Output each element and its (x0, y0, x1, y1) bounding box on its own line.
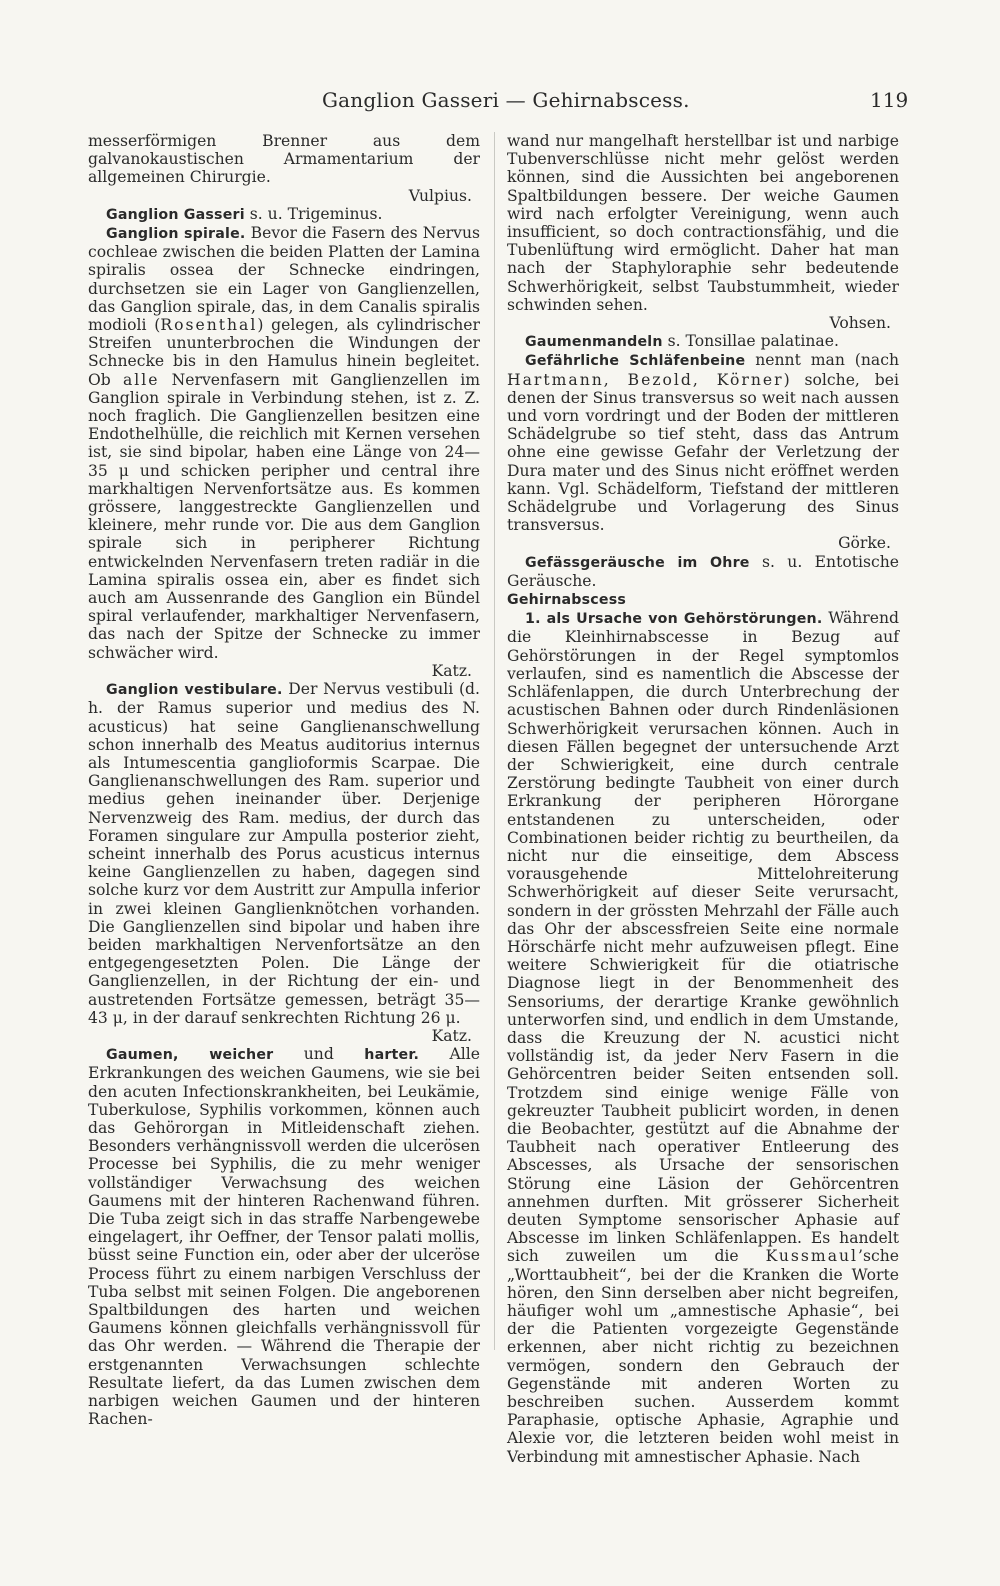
entry-text: ’sche „Worttaubheit“, bei der die Kranken die Worte hören, den Sinn derselben aber nicht begreifen, häufiger wohl um „amnestische Aphasie“, bei der die Patienten vorgezeigte Gegenstände erkennen, aber nicht richtig zu bezeichnen vermögen, sondern den Gebrauch der Gegenstände mit anderen Worten zu beschreiben suchen. Ausserdem kommt Paraphasie, optische Aphasie, Agraphie und Alexie vor, die letzteren beiden wohl meist in Verbindung mit amnestischer Aphasie. Nach (507, 1247, 899, 1466)
entry-text: Der Nervus vestibuli (d. h. der Ramus superior und medius des N. acusticus) hat seine Ganglienanschwellung schon innerhalb des Meatus auditorius internus als Intumescentia ganglioformis Scarpae. Die Ganglienanschwellungen des Ram. superior und medius gehen ineinander über. Derjenige Nervenzweig des Ram. medius, der durch das Foramen singulare zur Ampulla posterior zieht, scheint innerhalb des Porus acusticus internus keine Ganglienzellen zu haben, dagegen sind solche kurz vor dem Austritt zur Ampulla inferior in zwei kleinen Ganglienknötchen vorhanden. Die Ganglienzellen sind bipolar und haben ihre beiden markhaltigen Nervenfortsätze an den entgegengesetzten Polen. Die Länge der Ganglienzellen, in der Richtung der ein- und austretenden Fortsätze gemessen, beträgt 35—43 μ, in der darauf senkrechten Richtung 26 μ. (88, 680, 480, 1027)
entry-ganglion-gasseri (88, 205, 480, 224)
entry-headword: Gaumenmandeln (525, 334, 663, 351)
running-head: Ganglion Gasseri — Gehirnabscess. (322, 88, 690, 112)
entry-gefaessgeraeusche (507, 553, 899, 590)
entry-headword: Gefährliche Schläfenbeine (525, 353, 746, 370)
entry-gefaehrliche-schlaefenbeine (507, 351, 899, 534)
author-signature: Vohsen. (829, 314, 891, 333)
entry-headword: Gaumen, weicher (106, 1047, 274, 1064)
spaced-name: Hartmann, Bezold, Körner (507, 370, 784, 389)
entry-headword: harter. (364, 1047, 420, 1064)
page-number: 119 (870, 88, 909, 112)
entry-text: Bevor die Fasern des Nervus cochleae zwischen die beiden Platten der Lamina spiralis ossea der Schnecke eindringen, durchsetzen sie ein Lager von Ganglienzellen, das Ganglion spirale, das, in dem Canalis spiralis modioli ( (88, 224, 480, 335)
entry-text: nennt man (nach (745, 351, 899, 370)
entry-gaumenmandeln (507, 332, 899, 351)
author-signature: Katz. (431, 661, 472, 680)
right-column (507, 132, 899, 1466)
entry-headword: Ganglion vestibulare. (106, 682, 283, 699)
entry-ganglion-spirale (88, 224, 480, 662)
author-signature: Görke. (838, 534, 891, 553)
entry-headword: Gehirnabscess (507, 592, 627, 609)
entry-text: s. u. Entotische Geräusche. (507, 552, 900, 590)
entry-gehirnabscess (507, 590, 899, 609)
spaced-word: alle (122, 370, 160, 389)
author-signature: Katz. (431, 1026, 472, 1045)
spaced-name: Kussmaul (765, 1247, 859, 1266)
spaced-name: Rosenthal (160, 316, 258, 335)
continued-paragraph: wand nur mangelhaft herstellbar ist und narbige Tubenverschlüsse nicht mehr gelöst werden können, sind die Aussichten bei angeborenen Spaltbildungen bessere. Der weiche Gaumen wird nach erfolgter Vereinigung, wenn auch insufficient, so doch contractionsfähig, und die Tubenlüftung wird ermöglicht. Daher hat man nach der Staphyloraphie sehr bedeutende Schwerhörigkeit, selbst Taubstummheit, wieder schwinden sehen. (507, 132, 899, 314)
entry-headword: Ganglion spirale. (106, 226, 246, 243)
page-header (0, 88, 1000, 118)
entry-text: ) gelegen, als cylindrischer Streifen ununterbrochen die Windungen der Schnecke bis in den Hamulus hinein begleitet. Ob (88, 316, 480, 389)
entry-text: Nervenfasern mit Ganglienzellen im Ganglion spirale in Verbindung stehen, ist z. Z. noch fraglich. Die Ganglienzellen besitzen eine Endothelhülle, die reichlich mit Kernen versehen ist, sie sind bipolar, haben eine Länge von 24—35 μ und schicken peripher und central ihre markhaltigen Nervenfortsätze aus. Es kommen grössere, langgestreckte Ganglienzellen und kleinere, mehr runde vor. Die aus dem Ganglion spirale sich in peripherer Richtung entwickelnden Nervenfasern treten radiär in die Lamina spiralis ossea ein, aber es findet sich auch am Aussenrande des Ganglion ein Bündel spiral verlaufender, markhaltiger Nervenfasern, das nach der Spitze der Schnecke zu immer schwächer wird. (88, 370, 480, 662)
entry-headword: Ganglion Gasseri (106, 206, 245, 223)
entry-gaumen (88, 1045, 480, 1428)
entry-text: und (273, 1045, 365, 1064)
entry-text: s. Tonsillae palatinae. (662, 332, 839, 351)
subentry-headword: 1. als Ursache von Gehörstörungen. (525, 611, 823, 628)
author-signature: Vulpius. (408, 186, 472, 205)
entry-ganglion-vestibulare (88, 680, 480, 1027)
entry-text: s. u. Trigeminus. (244, 204, 383, 223)
continued-paragraph: messerförmigen Brenner aus dem galvanokaustischen Armamentarium der allgemeinen Chirurgie. (88, 132, 480, 187)
entry-text: ) solche, bei denen der Sinus transversus so weit nach aussen und vorn vordringt und der Boden der mittleren Schädelgrube so tief steht, dass das Antrum ohne eine gewisse Gefahr der Verletzung der Dura mater und des Sinus nicht eröffnet werden kann. Vgl. Schädelform, Tiefstand der mittleren Schädelgrube und Vorlagerung des Sinus transversus. (507, 370, 899, 535)
subentry-ursache (507, 609, 899, 1466)
left-column (88, 132, 480, 1428)
entry-text: Während die Kleinhirnabscesse in Bezug auf Gehörstörungen in der Regel symptomlos verlaufen, sind es namentlich die Abscesse der Schläfenlappen, die durch Unterbrechung der acustischen Bahnen oder durch Rindenläsionen Schwerhörigkeit verursachen können. Auch in diesen Fällen begegnet der untersuchende Arzt der Schwierigkeit, eine durch centrale Zerstörung bedingte Taubheit von einer durch Erkrankung der peripheren Hörorgane entstandenen zu unterscheiden, oder Combinationen beider richtig zu beurtheilen, da nicht nur die einseitige, dem Abscess vorausgehende Mittelohreiterung Schwerhörigkeit auf dieser Seite verursacht, sondern in der grössten Mehrzahl der Fälle auch das Ohr der abscessfreien Seite eine normale Hörschärfe nicht mehr aufzuweisen pflegt. Eine weitere Schwierigkeit für die otiatrische Diagnose liegt in der Benommenheit des Sensoriums, der derartige Kranke gewöhnlich unterworfen sind, und endlich in dem Umstande, dass die Kreuzung der N. acustici nicht vollständig ist, da jeder Nerv Fasern in die Gehörcentren beider Seiten entsenden soll. Trotzdem sind einige wenige Fälle von gekreuzter Taubheit publicirt worden, in denen die Beobachter, gestützt auf die Abnahme der Taubheit nach operativer Entleerung des Abscesses, als Ursache der sensorischen Störung eine Läsion der Gehörcentren annehmen durften. Mit grösserer Sicherheit deuten Symptome sensorischer Aphasie auf Abscesse im linken Schläfenlappen. Es handelt sich zuweilen um die (507, 609, 899, 1266)
column-divider (494, 132, 495, 1350)
entry-headword: Gefässgeräusche im Ohre (525, 554, 750, 571)
entry-text: Alle Erkrankungen des weichen Gaumens, wie sie bei den acuten Infectionskrankheiten, bei Leukämie, Tuberkulose, Syphilis vorkommen, können auch das Gehörorgan in Mitleidenschaft ziehen. Besonders verhängnissvoll werden die ulcerösen Processe bei Syphilis, die zu mehr weniger vollständiger Verwachsung des weichen Gaumens mit der hinteren Rachenwand führen. Die Tuba zeigt sich in das straffe Narbengewebe eingelagert, ihr Oeffner, der Tensor palati mollis, büsst seine Function ein, oder aber der ulceröse Process führt zu einem narbigen Verschluss der Tuba selbst mit seinen Folgen. Die angeborenen Spaltbildungen des harten und weichen Gaumens können gleichfalls verhängnissvoll für das Ohr werden. — Während die Therapie der erstgenannten Verwachsungen schlechte Resultate liefert, da das Lumen zwischen dem narbigen weichen Gaumen und der hinteren Rachen- (88, 1045, 480, 1429)
